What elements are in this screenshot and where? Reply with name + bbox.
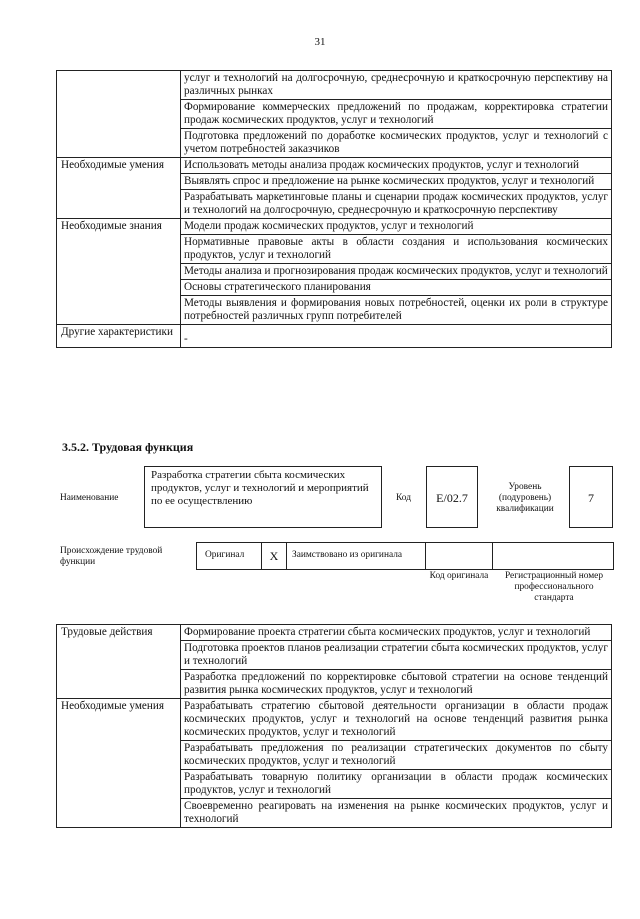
table-cell: Выявлять спрос и предложение на рынке космических продуктов, услуг и технологий: [181, 174, 612, 190]
code-box: [426, 466, 478, 528]
table-cell: Использовать методы анализа продаж космических продуктов, услуг и технологий: [181, 158, 612, 174]
original-mark-cell: [261, 542, 287, 570]
original-mark: X: [269, 549, 279, 563]
table-cell: Методы выявления и формирования новых потребностей, оценки их роли в структуре потребностей различных групп потребителей: [181, 296, 612, 325]
row-label-knowledge: Необходимые знания: [57, 219, 181, 325]
table-cell: Подготовка предложений по доработке космических продуктов, услуг и технологий с учетом потребностей заказчиков: [181, 129, 612, 158]
table-cell: Формирование проекта стратегии сбыта космических продуктов, услуг и технологий: [181, 625, 612, 641]
table-cell: Методы анализа и прогнозирования продаж космических продуктов, услуг и технологий: [181, 264, 612, 280]
name-box: [144, 466, 382, 528]
table-cell: Своевременно реагировать на изменения на рынке космических продуктов, услуг и технологий: [181, 799, 612, 828]
code-value: E/02.7: [436, 491, 468, 505]
level-box: [569, 466, 613, 528]
row-label: [57, 71, 181, 158]
row-label-actions: Трудовые действия: [57, 625, 181, 699]
level-label: Уровень (подуровень) квалификации: [496, 482, 554, 514]
row-label-other: Другие характеристики: [57, 325, 181, 348]
table-cell: Разрабатывать стратегию сбытовой деятельности организации в области продаж космических продуктов, услуг и технологий на основе тенденций развития рынка космических продуктов, услуг и технологий: [181, 699, 612, 741]
code-label: Код: [396, 493, 411, 503]
section-title: 3.5.2. Трудовая функция: [62, 440, 194, 454]
row-label-skills: Необходимые умения: [57, 158, 181, 219]
table-cell: Нормативные правовые акты в области создания и использования космических продуктов, услуг и технологий: [181, 235, 612, 264]
name-value: Разработка стратегии сбыта космических продуктов, услуг и технологий и мероприятий по ее осуществлению: [151, 469, 369, 507]
code-original-cell: [425, 542, 493, 570]
borrowed-label: Заимствовано из оригинала: [292, 550, 403, 560]
table-cell: Разрабатывать маркетинговые планы и сценарии продаж космических продуктов, услуг и технологий на долгосрочную, среднесрочную и краткосрочную перспективу: [181, 190, 612, 219]
table-cell: Основы стратегического планирования: [181, 280, 612, 296]
table-cell: Модели продаж космических продуктов, услуг и технологий: [181, 219, 612, 235]
requirements-table: [56, 70, 612, 348]
original-cell: [196, 542, 262, 570]
name-label: Наименование: [60, 493, 119, 503]
code-original-label: Код оригинала: [429, 571, 489, 581]
table-cell: Разрабатывать предложения по реализации стратегических документов по сбыту космических продуктов, услуг и технологий: [181, 741, 612, 770]
reg-number-label: Регистрационный номер профессионального стандарта: [504, 571, 604, 603]
table-cell: Подготовка проектов планов реализации стратегии сбыта космических продуктов, услуг и технологий: [181, 641, 612, 670]
table-cell: Формирование коммерческих предложений по продажам, корректировка стратегии продаж космических продуктов, услуг и технологий: [181, 100, 612, 129]
borrowed-cell: [286, 542, 426, 570]
row-label-skills-2: Необходимые умения: [57, 699, 181, 828]
origin-label: Происхождение трудовой функции: [60, 546, 163, 567]
reg-number-cell: [492, 542, 614, 570]
original-label: Оригинал: [205, 550, 245, 560]
function-table: [56, 624, 612, 828]
table-cell: Разрабатывать товарную политику организации в области продаж космических продуктов, услуг и технологий: [181, 770, 612, 799]
table-cell: Разработка предложений по корректировке сбытовой стратегии на основе тенденций развития рынка космических продуктов, услуг и технологий: [181, 670, 612, 699]
level-value: 7: [588, 491, 594, 505]
page-number: 31: [314, 36, 326, 48]
table-cell: -: [181, 325, 612, 348]
table-cell: услуг и технологий на долгосрочную, среднесрочную и краткосрочную перспективу на различных рынках: [181, 71, 612, 100]
